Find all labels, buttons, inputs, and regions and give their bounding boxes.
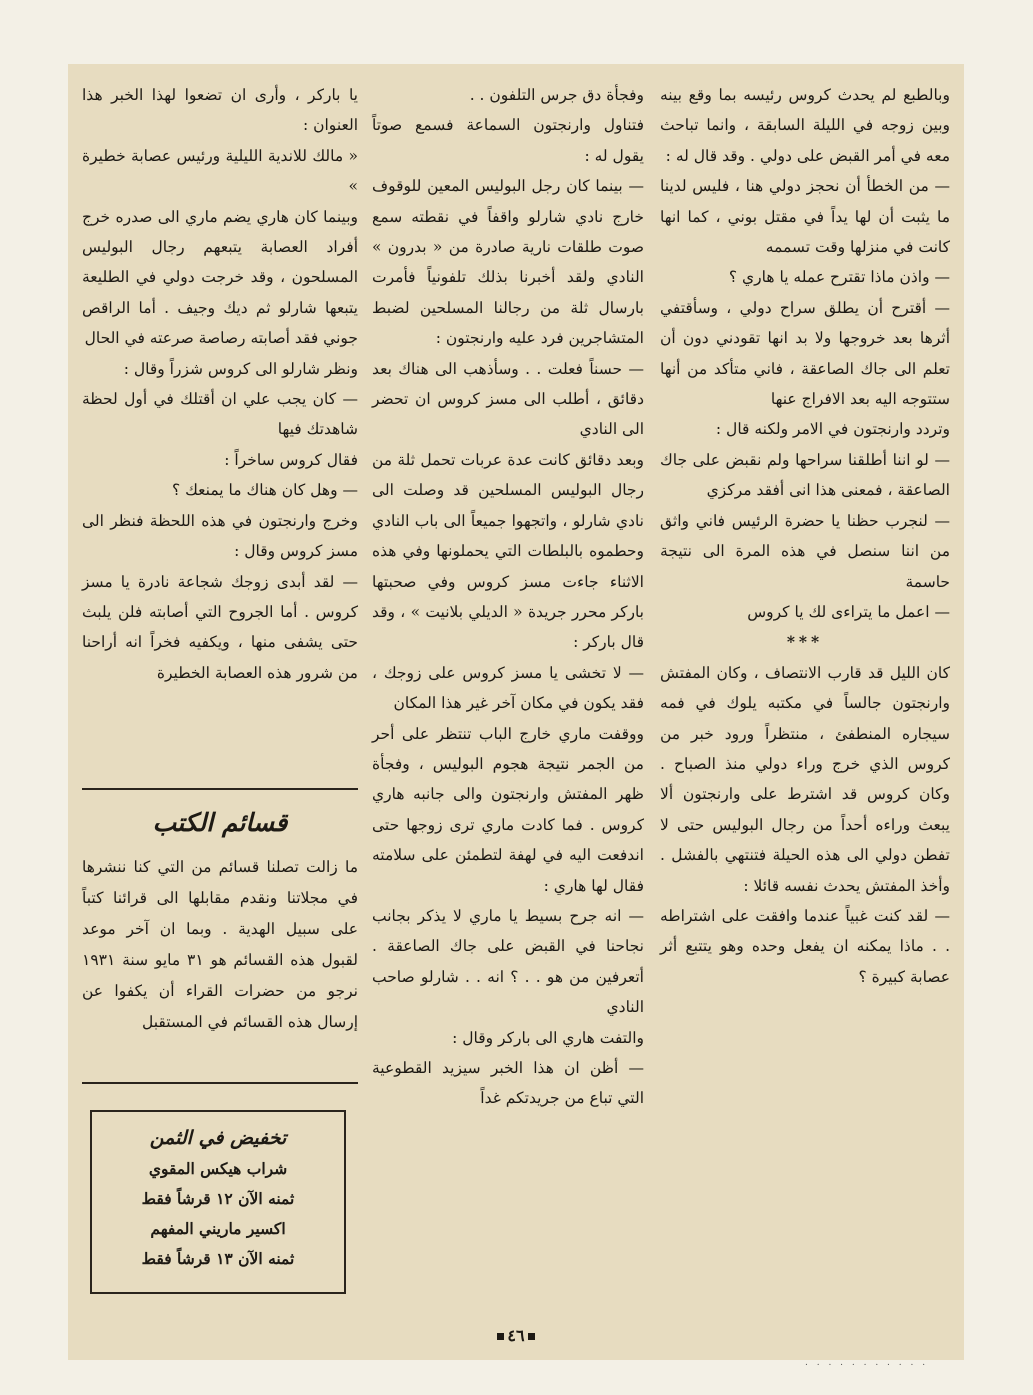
paragraph: ووقفت ماري خارج الباب تنتظر على أحر من الجمر نتيجة هجوم البوليس ، وفجأة ظهر المفتش وارنجتون والى جانبه هاري كروس . فما كادت ماري ترى زوجها حتى اندفعت اليه في لهفة لتطمئن على سلامته فقال لها هاري :: [372, 724, 644, 895]
books-coupon-title: قسائم الكتب: [152, 808, 288, 837]
page-number: [466, 1326, 566, 1345]
paragraph: وخرج وارنجتون في هذه اللحظة فنظر الى مسز كروس وقال :: [82, 511, 358, 561]
discount-ad-line: شراب هيكس المقوي: [148, 1159, 288, 1178]
square-ornament-icon: [528, 1333, 535, 1340]
paragraph: — أقترح أن يطلق سراح دولي ، وسأقتفي أثرها بعد خروجها ولا بد انها تقودني دون أن تعلم الى جاك الصاعقة ، فاني متأكد من أنها ستتوجه اليه بعد الافراج عنها: [660, 298, 950, 409]
paragraph: وفجأة دق جرس التلفون . .: [469, 86, 644, 104]
paragraph: كان الليل قد قارب الانتصاف ، وكان المفتش وارنجتون جالساً في مكتبه يلوك في فمه سيجاره المنطفئ ، منتظراً ورود خبر من كروس الذي خرج وراء دولي منذ الصباح . وكان كروس قد اشترط على وارنجتون ألا يبعث وراءه أحداً من رجال البوليس حتى لا تفطن دولي الى هذه الحيلة فتنتهي بالفشل . وأخذ المفتش يحدث نفسه قائلا :: [660, 663, 950, 895]
divider-rule: [82, 788, 358, 790]
text-column-right: [660, 80, 950, 992]
paragraph: — حسناً فعلت . . وسأذهب الى هناك بعد دقائق ، أطلب الى مسز كروس ان تحضر الى النادي: [372, 359, 644, 439]
price-discount-ad: [90, 1110, 346, 1294]
discount-ad-line: اكسير ماريني المفهم: [150, 1219, 286, 1238]
paragraph: — انه جرح بسيط يا ماري لا يذكر بجانب نجاحنا في القبض على جاك الصاعقة . أتعرفين من هو . . ؟ انه . . شارلو صاحب النادي: [372, 906, 644, 1017]
paragraph: — لنجرب حظنا يا حضرة الرئيس فاني واثق من اننا سنصل في هذه المرة الى نتيجة حاسمة: [660, 511, 950, 591]
paragraph: ونظر شارلو الى كروس شزراً وقال :: [123, 359, 358, 378]
discount-ad-title: تخفيض في الثمن: [149, 1127, 287, 1149]
discount-ad-line: ثمنه الآن ١٣ قرشاً فقط: [141, 1249, 295, 1268]
paragraph: يا باركر ، وأرى ان تضعوا لهذا الخبر هذا العنوان :: [82, 86, 358, 135]
paragraph: — بينما كان رجل البوليس المعين للوقوف خارج نادي شارلو واقفاً في نقطته سمع صوت طلقات نارية صادرة من « بدرون » النادي ولقد أخبرنا بذلك تلفونياً فأمرت بارسال ثلة من رجالنا المسلحين لضبط المتشاجرين فرد عليه وارنجتون :: [372, 177, 644, 348]
page-number-value: ٤٦: [507, 1326, 525, 1345]
square-ornament-icon: [497, 1333, 504, 1340]
paragraph: فتناول وارنجتون السماعة فسمع صوتاً يقول له :: [372, 116, 644, 165]
paragraph: « مالك للاندية الليلية ورئيس عصابة خطيرة »: [82, 146, 358, 196]
section-separator-stars: ***: [786, 632, 824, 652]
text-column-middle: [372, 80, 644, 1114]
paragraph: — لو اننا أطلقنا سراحها ولم نقبض على جاك الصاعقة ، فمعنى هذا انى أفقد مركزي: [660, 450, 950, 500]
paragraph: وبالطبع لم يحدث كروس رئيسه بما وقع بينه وبين زوجه في الليلة السابقة ، وانما تباحث معه في أمر القبض على دولي . وقد قال له :: [660, 86, 950, 165]
discount-ad-line: ثمنه الآن ١٢ قرشاً فقط: [141, 1189, 295, 1208]
gutter-marks: . . . . . . . . . . .: [805, 1358, 929, 1368]
paragraph: فقال كروس ساخراً :: [224, 450, 358, 469]
paragraph: — لا تخشى يا مسز كروس على زوجك ، فقد يكون في مكان آخر غير هذا المكان: [372, 663, 644, 713]
paragraph: والتفت هاري الى باركر وقال :: [452, 1028, 644, 1047]
magazine-page: [68, 64, 964, 1360]
paragraph: — اعمل ما يتراءى لك يا كروس: [747, 602, 950, 621]
paragraph: — واذن ماذا تقترح عمله يا هاري ؟: [728, 268, 950, 287]
paragraph: وبينما كان هاري يضم ماري الى صدره خرج أفراد العصابة يتبعهم رجال البوليس المسلحون ، وقد خرجت دولي في الطليعة يتبعها شارلو ثم ديك وجيف . أما الراقص جوني فقد أصابته رصاصة صرعته في الحال: [82, 207, 358, 348]
paragraph: — كان يجب علي ان أقتلك في أول لحظة شاهدتك فيها: [82, 390, 358, 439]
paragraph: وتردد وارنجتون في الامر ولكنه قال :: [715, 420, 950, 439]
paragraph: — أظن ان هذا الخبر سيزيد القطوعية التي تباع من جريدتكم غداً: [372, 1059, 644, 1108]
paragraph: — من الخطأ أن نحجز دولي هنا ، فليس لدينا ما يثبت أن لها يداً في مقتل بوني ، كما انها كانت في منزلها وقت تسممه: [660, 177, 950, 257]
divider-rule: [82, 1082, 358, 1084]
paragraph: — لقد كنت غبياً عندما وافقت على اشتراطه . . ماذا يمكنه ان يفعل وحده وهو يتتبع أثر عصابة كبيرة ؟: [660, 906, 950, 986]
paragraph: — وهل كان هناك ما يمنعك ؟: [171, 481, 358, 500]
books-coupon-notice: ما زالت تصلنا قسائم من التي كنا ننشرها في مجلاتنا ونقدم مقابلها الى قرائنا كتباً على سبيل الهدية . وبما ان آخر موعد لقبول هذه القسائم هو ٣١ مايو سنة ١٩٣١ نرجو من حضرات القراء أن يكفوا عن إرسال هذه القسائم في المستقبل: [82, 858, 358, 1031]
paragraph: — لقد أبدى زوجك شجاعة نادرة يا مسز كروس . أما الجروح التي أصابته فلن يلبث حتى يشفى منها ، ويكفيه فخراً انه أراحنا من شرور هذه العصابة الخطيرة: [82, 572, 358, 682]
paragraph: وبعد دقائق كانت عدة عربات تحمل ثلة من رجال البوليس المسلحين قد وصلت الى نادي شارلو ، واتجهوا جميعاً الى باب النادي وحطموه بالبلطات التي يحملونها وفي هذه الاثناء جاءت مسز كروس وفي صحبتها باركر محرر جريدة « الديلي بلانيت » ، وقد قال باركر :: [372, 450, 644, 652]
text-column-left: [82, 80, 358, 688]
